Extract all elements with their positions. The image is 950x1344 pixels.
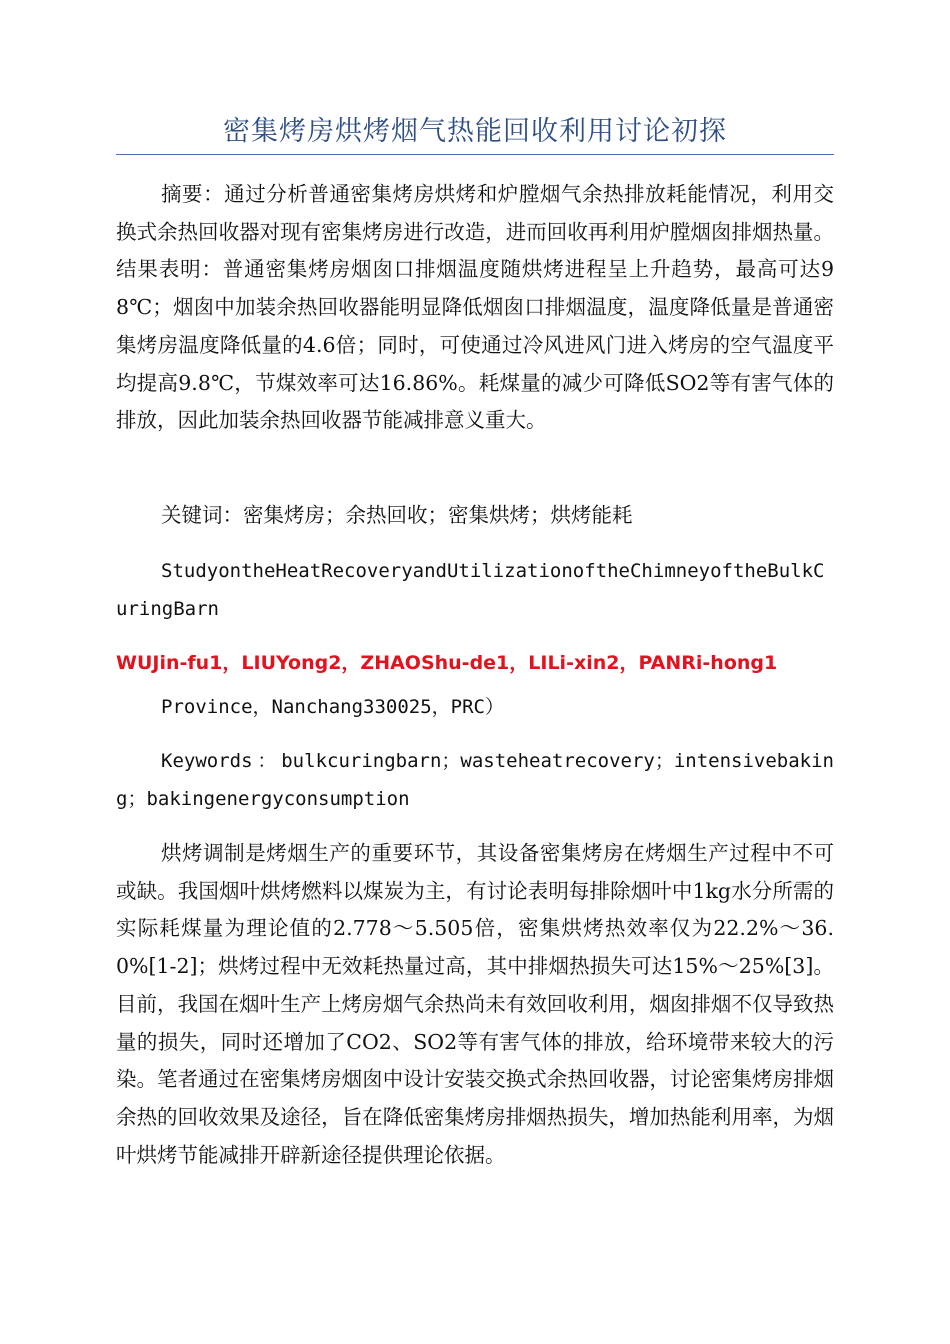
title-underline [116,154,834,155]
document-title: 密集烤房烘烤烟气热能回收利用讨论初探 [223,116,727,147]
abstract-paragraph: 摘要：通过分析普通密集烤房烘烤和炉膛烟气余热排放耗能情况，利用交换式余热回收器对现有密集烤房进行改造，进而回收再利用炉膛烟囱排烟热量。结果表明：普通密集烤房烟囱口排烟温度随烘烤进程呈上升趋势，最高可达98℃；烟囱中加装余热回收器能明显降低烟囱口排烟温度，温度降低量是普通密集烤房温度降低量的4.6倍；同时，可使通过冷风进风门进入烤房的空气温度平均提高9.8℃，节煤效率可达16.86%。耗煤量的减少可降低SO2等有害气体的排放，因此加装余热回收器节能减排意义重大。 [116,182,834,433]
author-list: WUJin-fu1，LIUYong2，ZHAOShu-de1，LILi-xin2，PANRi-hong1 [116,652,778,674]
author-affiliation: Province，Nanchang330025，PRC） [161,696,504,718]
chinese-keywords: 关键词：密集烤房；余热回收；密集烘烤；烘烤能耗 [161,503,633,527]
introduction-paragraph: 烘烤调制是烤烟生产的重要环节，其设备密集烤房在烤烟生产过程中不可或缺。我国烟叶烘烤燃料以煤炭为主，有讨论表明每排除烟叶中1kg水分所需的实际耗煤量为理论值的2.778～5.505倍，密集烘烤热效率仅为22.2%～36.0%[1-2]；烘烤过程中无效耗热量过高，其中排烟热损失可达15%～25%[3]。目前，我国在烟叶生产上烤房烟气余热尚未有效回收利用，烟囱排烟不仅导致热量的损失，同时还增加了CO2、SO2等有害气体的排放，给环境带来较大的污染。笔者通过在密集烤房烟囱中设计安装交换式余热回收器，讨论密集烤房排烟余热的回收效果及途径，旨在降低密集烤房排烟热损失，增加热能利用率，为烟叶烘烤节能减排开辟新途径提供理论依据。 [116,841,834,1167]
english-title: StudyontheHeatRecoveryandUtilizationoftheChimneyoftheBulkCuringBarn [116,560,825,620]
english-keywords: Keywords：bulkcuringbarn；wasteheatrecovery；intensivebaking；bakingenergyconsumption [116,750,834,810]
